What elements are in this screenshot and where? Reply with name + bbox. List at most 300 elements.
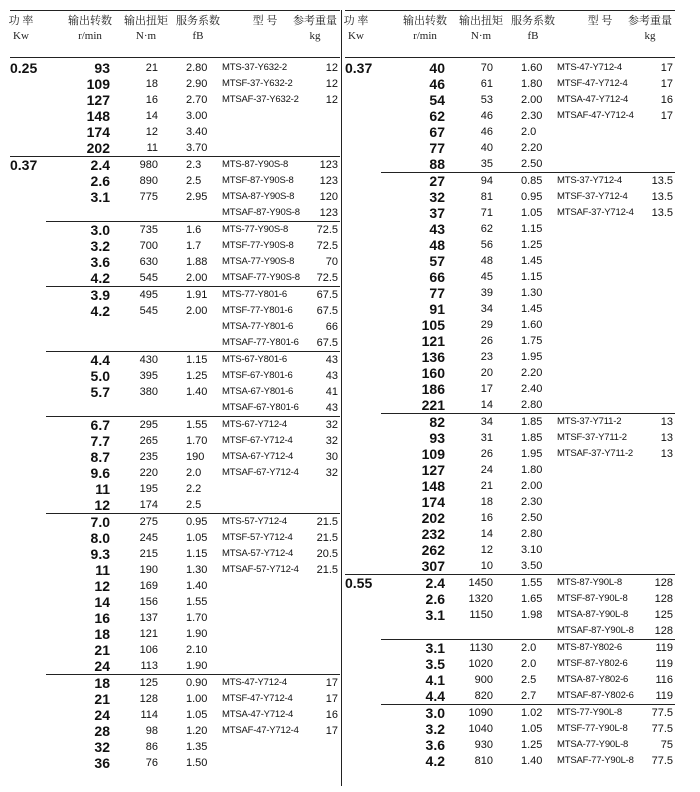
fb-value: 1.90 [186, 660, 208, 672]
speed-value: 160 [421, 365, 445, 381]
speed-value: 148 [421, 478, 445, 494]
torque-value: 46 [480, 126, 493, 138]
fb-value: 2.5 [186, 175, 202, 187]
torque-value: 20 [480, 367, 493, 379]
model-value: MTSAF-67-Y712-4 [222, 467, 299, 478]
model-value: MTS-57-Y712-4 [222, 516, 287, 527]
speed-value: 174 [86, 124, 110, 140]
fb-value: 1.02 [521, 707, 543, 719]
torque-value: 900 [474, 674, 493, 686]
model-value: MTSAF-77-Y90S-8 [222, 272, 300, 283]
fb-value: 2.80 [186, 62, 208, 74]
weight-value: 17 [325, 725, 338, 737]
torque-value: 125 [139, 677, 158, 689]
fb-value: 0.90 [186, 677, 208, 689]
header-weight-label: 参考重量 [628, 15, 672, 27]
torque-value: 45 [480, 271, 493, 283]
speed-value: 32 [429, 189, 445, 205]
speed-value: 127 [421, 462, 445, 478]
model-value: MTSF-57-Y712-4 [222, 532, 293, 543]
weight-value: 13.5 [651, 175, 673, 187]
torque-value: 81 [480, 191, 493, 203]
fb-value: 1.25 [521, 239, 543, 251]
fb-value: 190 [186, 451, 205, 463]
torque-value: 820 [474, 690, 493, 702]
speed-value: 37 [429, 205, 445, 221]
weight-value: 17 [660, 110, 673, 122]
model-value: MTSAF-77-Y801-6 [222, 337, 299, 348]
fb-value: 2.95 [186, 191, 208, 203]
header-rule-top [345, 10, 675, 11]
speed-value: 4.2 [90, 270, 110, 286]
header-torque-unit: N·m [135, 30, 157, 42]
table-header [345, 14, 675, 58]
fb-value: 0.95 [521, 191, 543, 203]
weight-value: 72.5 [316, 224, 338, 236]
torque-value: 235 [139, 451, 158, 463]
speed-value: 4.4 [425, 688, 445, 704]
fb-value: 2.0 [521, 126, 537, 138]
fb-value: 0.85 [521, 175, 543, 187]
torque-value: 245 [139, 532, 158, 544]
torque-value: 169 [139, 580, 158, 592]
speed-value: 88 [429, 156, 445, 172]
fb-value: 1.40 [186, 580, 208, 592]
fb-value: 2.0 [521, 658, 537, 670]
torque-value: 31 [480, 432, 493, 444]
torque-value: 113 [140, 660, 158, 672]
speed-value: 28 [94, 723, 110, 739]
torque-value: 71 [480, 207, 493, 219]
header-speed [62, 14, 118, 44]
speed-value: 9.3 [90, 546, 110, 562]
model-value: MTSF-87-Y90L-8 [557, 593, 628, 604]
torque-value: 890 [139, 175, 158, 187]
model-value: MTSF-67-Y801-6 [222, 370, 293, 381]
fb-value: 2.5 [186, 499, 202, 511]
torque-value: 1450 [468, 577, 493, 589]
model-value: MTSA-67-Y801-6 [222, 386, 294, 397]
model-value: MTS-67-Y801-6 [222, 354, 287, 365]
fb-value: 2.30 [521, 110, 543, 122]
fb-value: 1.20 [186, 725, 208, 737]
weight-value: 12 [325, 94, 338, 106]
header-speed-unit: r/min [413, 30, 437, 42]
fb-value: 2.2 [186, 483, 202, 495]
weight-value: 20.5 [316, 548, 338, 560]
model-value: MTSA-77-Y90L-8 [557, 739, 629, 750]
speed-value: 5.7 [90, 384, 110, 400]
speed-value: 2.4 [90, 157, 110, 173]
model-value: MTSF-47-Y712-4 [222, 693, 293, 704]
model-value: MTSA-67-Y712-4 [222, 451, 294, 462]
fb-value: 0.95 [186, 516, 208, 528]
torque-value: 495 [139, 289, 158, 301]
model-value: MTS-37-Y712-4 [557, 175, 622, 186]
fb-value: 1.80 [521, 78, 543, 90]
torque-value: 545 [139, 272, 158, 284]
fb-value: 1.05 [521, 723, 543, 735]
speed-value: 6.7 [90, 417, 110, 433]
speed-value: 21 [94, 691, 110, 707]
torque-value: 114 [140, 709, 158, 721]
weight-value: 13.5 [651, 191, 673, 203]
weight-value: 32 [325, 419, 338, 431]
fb-value: 1.98 [521, 609, 543, 621]
fb-value: 1.60 [521, 319, 543, 331]
fb-value: 2.80 [521, 399, 543, 411]
torque-value: 61 [480, 78, 493, 90]
model-value: MTSF-87-Y90S-8 [222, 175, 294, 186]
speed-value: 7.0 [90, 514, 110, 530]
torque-value: 1020 [468, 658, 493, 670]
speed-value: 174 [421, 494, 445, 510]
weight-value: 72.5 [316, 272, 338, 284]
header-weight [290, 14, 340, 44]
weight-value: 77.5 [651, 723, 673, 735]
model-value: MTSF-67-Y712-4 [222, 435, 293, 446]
header-model-label: 型 号 [587, 15, 613, 27]
weight-value: 67.5 [316, 337, 338, 349]
speed-value: 82 [429, 414, 445, 430]
torque-value: 630 [139, 256, 158, 268]
header-speed [397, 14, 453, 44]
torque-value: 70 [480, 62, 493, 74]
speed-value: 3.1 [425, 607, 445, 623]
torque-value: 53 [480, 94, 493, 106]
fb-value: 1.90 [186, 628, 208, 640]
torque-value: 10 [480, 560, 493, 572]
speed-value: 8.7 [90, 449, 110, 465]
fb-value: 1.80 [521, 464, 543, 476]
torque-value: 735 [139, 224, 158, 236]
fb-value: 1.65 [521, 593, 543, 605]
fb-value: 1.35 [186, 741, 208, 753]
torque-value: 35 [480, 158, 493, 170]
weight-value: 16 [325, 709, 338, 721]
torque-value: 174 [139, 499, 158, 511]
weight-value: 120 [319, 191, 338, 203]
weight-value: 123 [319, 207, 338, 219]
speed-value: 11 [95, 562, 110, 578]
fb-value: 1.60 [521, 62, 543, 74]
fb-value: 2.20 [521, 367, 543, 379]
weight-value: 67.5 [316, 289, 338, 301]
fb-value: 1.85 [521, 432, 543, 444]
header-fb [174, 14, 222, 44]
fb-value: 1.91 [186, 289, 208, 301]
column-divider [341, 10, 342, 786]
torque-value: 98 [145, 725, 158, 737]
torque-value: 1130 [469, 642, 493, 654]
model-value: MTSAF-37-Y632-2 [222, 94, 299, 105]
header-fb [509, 14, 557, 44]
speed-value: 67 [429, 124, 445, 140]
model-value: MTSAF-47-Y712-4 [557, 110, 634, 121]
speed-value: 3.0 [425, 705, 445, 721]
torque-value: 18 [480, 496, 493, 508]
fb-value: 2.70 [186, 94, 208, 106]
model-value: MTSF-77-Y801-6 [222, 305, 293, 316]
speed-value: 109 [421, 446, 445, 462]
weight-value: 17 [660, 62, 673, 74]
torque-value: 23 [480, 351, 493, 363]
torque-value: 34 [480, 303, 493, 315]
speed-value: 3.1 [90, 189, 110, 205]
torque-value: 29 [480, 319, 493, 331]
torque-value: 220 [139, 467, 158, 479]
fb-value: 1.75 [521, 335, 543, 347]
fb-value: 1.7 [186, 240, 202, 252]
torque-value: 395 [139, 370, 158, 382]
table-header [10, 14, 340, 58]
torque-value: 11 [146, 142, 158, 154]
torque-value: 1040 [468, 723, 493, 735]
speed-value: 18 [94, 626, 110, 642]
model-value: MTSA-57-Y712-4 [222, 548, 294, 559]
speed-value: 54 [429, 92, 445, 108]
model-value: MTS-87-Y802-6 [557, 642, 622, 653]
header-weight-label: 参考重量 [293, 15, 337, 27]
weight-value: 13 [660, 432, 673, 444]
speed-value: 77 [429, 285, 445, 301]
fb-value: 2.5 [521, 674, 537, 686]
speed-value: 121 [421, 333, 445, 349]
header-torque [453, 14, 509, 44]
power-value: 0.25 [10, 60, 38, 76]
torque-value: 21 [480, 480, 493, 492]
fb-value: 2.20 [521, 142, 543, 154]
speed-value: 24 [94, 658, 110, 674]
speed-value: 3.2 [90, 238, 110, 254]
header-fb-label: 服务系数 [176, 15, 220, 27]
model-value: MTSAF-37-Y712-4 [557, 207, 634, 218]
model-value: MTSA-47-Y712-4 [557, 94, 629, 105]
weight-value: 123 [319, 175, 338, 187]
model-value: MTSF-87-Y802-6 [557, 658, 628, 669]
model-value: MTS-47-Y712-4 [222, 677, 287, 688]
torque-value: 46 [480, 110, 493, 122]
speed-value: 12 [94, 578, 110, 594]
fb-value: 2.00 [186, 272, 208, 284]
torque-value: 430 [139, 354, 158, 366]
weight-value: 119 [655, 658, 673, 670]
torque-value: 275 [139, 516, 158, 528]
torque-value: 14 [480, 528, 493, 540]
speed-value: 2.4 [425, 575, 445, 591]
weight-value: 128 [654, 625, 673, 637]
fb-value: 2.7 [521, 690, 537, 702]
model-value: MTS-87-Y90L-8 [557, 577, 622, 588]
speed-value: 307 [421, 558, 445, 574]
header-fb-unit: fB [192, 30, 204, 42]
fb-value: 2.0 [521, 642, 537, 654]
weight-value: 72.5 [316, 240, 338, 252]
torque-value: 265 [139, 435, 158, 447]
fb-value: 1.15 [186, 354, 208, 366]
torque-value: 34 [480, 416, 493, 428]
header-weight-unit: kg [644, 30, 656, 42]
weight-value: 17 [660, 78, 673, 90]
torque-value: 76 [145, 757, 158, 769]
fb-value: 1.40 [521, 755, 543, 767]
header-rule-bottom [10, 57, 340, 58]
weight-value: 43 [325, 370, 338, 382]
header-speed-label: 输出转数 [403, 15, 447, 27]
torque-value: 156 [139, 596, 158, 608]
torque-value: 1320 [468, 593, 493, 605]
speed-value: 3.1 [425, 640, 445, 656]
model-value: MTSF-37-Y711-2 [557, 432, 627, 443]
fb-value: 2.00 [186, 305, 208, 317]
speed-value: 148 [86, 108, 110, 124]
weight-value: 13 [660, 448, 673, 460]
fb-value: 1.88 [186, 256, 208, 268]
speed-value: 14 [94, 594, 110, 610]
fb-value: 1.40 [186, 386, 208, 398]
fb-value: 2.50 [521, 158, 543, 170]
model-value: MTSF-77-Y90L-8 [557, 723, 628, 734]
model-value: MTS-87-Y90S-8 [222, 159, 289, 170]
torque-value: 12 [145, 126, 158, 138]
weight-value: 75 [660, 739, 673, 751]
speed-value: 7.7 [90, 433, 110, 449]
header-power-label: 功 率 [8, 15, 34, 27]
header-fb-label: 服务系数 [511, 15, 555, 27]
header-torque-unit: N·m [470, 30, 492, 42]
header-power-label: 功 率 [343, 15, 369, 27]
speed-value: 3.0 [90, 222, 110, 238]
weight-value: 32 [325, 435, 338, 447]
speed-value: 109 [86, 76, 110, 92]
model-value: MTSA-77-Y90S-8 [222, 256, 295, 267]
model-value: MTSA-77-Y801-6 [222, 321, 294, 332]
header-torque-label: 输出扭矩 [459, 15, 503, 27]
fb-value: 1.6 [186, 224, 202, 236]
speed-value: 127 [86, 92, 110, 108]
weight-value: 119 [655, 690, 673, 702]
speed-value: 4.1 [425, 672, 445, 688]
weight-value: 123 [319, 159, 338, 171]
torque-value: 810 [474, 755, 493, 767]
torque-value: 295 [139, 419, 158, 431]
speed-value: 93 [94, 60, 110, 76]
model-value: MTSAF-47-Y712-4 [222, 725, 299, 736]
weight-value: 116 [655, 674, 673, 686]
torque-value: 26 [480, 448, 493, 460]
fb-value: 2.00 [521, 480, 543, 492]
model-value: MTSF-47-Y712-4 [557, 78, 628, 89]
header-rule-bottom [345, 57, 675, 58]
weight-value: 119 [655, 642, 673, 654]
fb-value: 1.30 [521, 287, 543, 299]
model-value: MTSAF-87-Y802-6 [557, 690, 634, 701]
fb-value: 2.80 [521, 528, 543, 540]
model-value: MTSAF-57-Y712-4 [222, 564, 299, 575]
fb-value: 1.05 [186, 532, 208, 544]
header-power-unit: Kw [348, 30, 364, 42]
speed-value: 66 [429, 269, 445, 285]
fb-value: 1.25 [521, 739, 543, 751]
model-value: MTS-67-Y712-4 [222, 419, 287, 430]
fb-value: 1.15 [186, 548, 208, 560]
weight-value: 17 [325, 677, 338, 689]
fb-value: 3.00 [186, 110, 208, 122]
weight-value: 12 [325, 78, 338, 90]
table-right [345, 0, 675, 792]
model-value: MTS-77-Y90S-8 [222, 224, 289, 235]
torque-value: 980 [139, 159, 158, 171]
header-torque-label: 输出扭矩 [124, 15, 168, 27]
torque-value: 18 [145, 78, 158, 90]
fb-value: 1.95 [521, 351, 543, 363]
torque-value: 380 [139, 386, 158, 398]
speed-value: 11 [95, 481, 110, 497]
weight-value: 30 [325, 451, 338, 463]
weight-value: 128 [654, 577, 673, 589]
fb-value: 2.50 [521, 512, 543, 524]
model-value: MTSAF-77-Y90L-8 [557, 755, 634, 766]
torque-value: 62 [480, 223, 493, 235]
torque-value: 26 [480, 335, 493, 347]
model-value: MTS-77-Y801-6 [222, 289, 287, 300]
speed-value: 32 [94, 739, 110, 755]
fb-value: 1.95 [521, 448, 543, 460]
speed-value: 3.6 [90, 254, 110, 270]
speed-value: 16 [94, 610, 110, 626]
speed-value: 48 [429, 237, 445, 253]
fb-value: 2.3 [186, 159, 202, 171]
torque-value: 40 [480, 142, 493, 154]
speed-value: 77 [429, 140, 445, 156]
header-speed-label: 输出转数 [68, 15, 112, 27]
weight-value: 21.5 [316, 516, 338, 528]
speed-value: 4.4 [90, 352, 110, 368]
torque-value: 1090 [468, 707, 493, 719]
speed-value: 27 [429, 173, 445, 189]
header-fb-unit: fB [527, 30, 539, 42]
model-value: MTSAF-87-Y90S-8 [222, 207, 300, 218]
speed-value: 2.6 [90, 173, 110, 189]
weight-value: 21.5 [316, 532, 338, 544]
fb-value: 2.40 [521, 383, 543, 395]
fb-value: 2.90 [186, 78, 208, 90]
torque-value: 106 [139, 644, 158, 656]
header-power-unit: Kw [13, 30, 29, 42]
speed-value: 5.0 [90, 368, 110, 384]
weight-value: 13.5 [651, 207, 673, 219]
header-torque [118, 14, 174, 44]
fb-value: 2.10 [186, 644, 208, 656]
power-value: 0.37 [10, 157, 38, 173]
speed-value: 3.5 [425, 656, 445, 672]
fb-value: 1.50 [186, 757, 208, 769]
speed-value: 21 [94, 642, 110, 658]
speed-value: 91 [429, 301, 445, 317]
weight-value: 12 [325, 62, 338, 74]
torque-value: 56 [480, 239, 493, 251]
torque-value: 930 [474, 739, 493, 751]
model-value: MTS-37-Y711-2 [557, 416, 622, 427]
speed-value: 12 [94, 497, 110, 513]
torque-value: 16 [480, 512, 493, 524]
speed-value: 4.2 [90, 303, 110, 319]
weight-value: 77.5 [651, 755, 673, 767]
weight-value: 43 [325, 402, 338, 414]
fb-value: 1.85 [521, 416, 543, 428]
weight-value: 43 [325, 354, 338, 366]
speed-value: 186 [421, 381, 445, 397]
